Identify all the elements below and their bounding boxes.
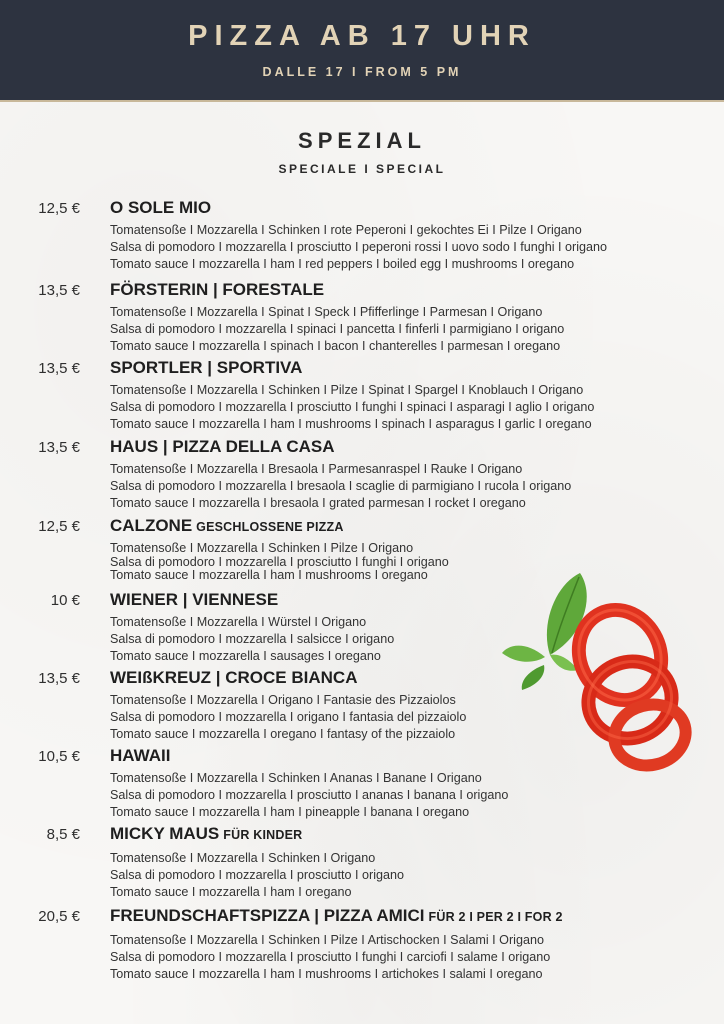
desc-de: Tomatensoße I Mozzarella I Bresaola I Parmesanraspel I Rauke I Origano bbox=[110, 462, 523, 476]
item-price: 10,5 € bbox=[38, 748, 80, 765]
desc-en: Tomato sauce I mozzarella I bresaola I grated parmesan I rocket I oregano bbox=[110, 496, 526, 510]
desc-it: Salsa di pomodoro I mozzarella I prosciutto I peperoni rossi I uovo sodo I funghi I origano bbox=[110, 240, 608, 254]
item-name: MICKY MAUS FÜR KINDER bbox=[110, 824, 303, 843]
item-price: 12,5 € bbox=[38, 200, 80, 217]
item-description bbox=[110, 770, 508, 821]
item-description bbox=[110, 850, 404, 901]
desc-en: Tomato sauce I mozzarella I ham I pineapple I banana I oregano bbox=[110, 805, 470, 819]
item-note: FÜR KINDER bbox=[223, 828, 303, 842]
red-pepper-rings-icon bbox=[564, 596, 692, 773]
item-note: FÜR 2 I PER 2 I FOR 2 bbox=[428, 910, 563, 924]
item-description bbox=[110, 692, 466, 743]
desc-it: Salsa di pomodoro I mozzarella I prosciutto I funghi I carciofi I salame I origano bbox=[110, 950, 551, 964]
desc-it: Salsa di pomodoro I mozzarella I prosciutto I funghi I spinaci I asparagi I aglio I origano bbox=[110, 400, 595, 414]
item-description bbox=[110, 542, 449, 583]
item-description bbox=[110, 304, 564, 355]
desc-de: Tomatensoße I Mozzarella I Schinken I rote Peperoni I gekochtes Ei I Pilze I Origano bbox=[110, 223, 582, 237]
desc-en: Tomato sauce I mozzarella I ham I mushrooms I oregano bbox=[110, 568, 428, 582]
desc-de: Tomatensoße I Mozzarella I Origano I Fantasie des Pizzaiolos bbox=[110, 693, 456, 707]
desc-it: Salsa di pomodoro I mozzarella I prosciutto I funghi I origano bbox=[110, 554, 449, 569]
desc-de: Tomatensoße I Mozzarella I Schinken I Pilze I Artischocken I Salami I Origano bbox=[110, 933, 544, 947]
item-price: 20,5 € bbox=[38, 908, 80, 925]
item-price: 13,5 € bbox=[38, 439, 80, 456]
item-description bbox=[110, 382, 594, 433]
desc-de: Tomatensoße I Mozzarella I Schinken I Pilze I Spinat I Spargel I Knoblauch I Origano bbox=[110, 383, 584, 397]
item-name: HAWAII bbox=[110, 746, 171, 765]
item-price: 13,5 € bbox=[38, 282, 80, 299]
item-description bbox=[110, 614, 394, 665]
desc-en: Tomato sauce I mozzarella I spinach I bacon I chanterelles I parmesan I oregano bbox=[110, 339, 561, 353]
item-description bbox=[110, 461, 571, 512]
item-description bbox=[110, 932, 550, 983]
item-name: CALZONE GESCHLOSSENE PIZZA bbox=[110, 516, 344, 535]
item-price: 13,5 € bbox=[38, 670, 80, 687]
section-subtitle: SPECIALE I SPECIAL bbox=[278, 162, 446, 176]
desc-de: Tomatensoße I Mozzarella I Würstel I Origano bbox=[110, 615, 367, 629]
basil-leaves-icon bbox=[502, 573, 587, 690]
item-name: HAUS | PIZZA DELLA CASA bbox=[110, 437, 335, 456]
desc-en: Tomato sauce I mozzarella I oregano I fantasy of the pizzaiolo bbox=[110, 727, 456, 741]
item-price: 12,5 € bbox=[38, 518, 80, 535]
desc-de: Tomatensoße I Mozzarella I Schinken I Pilze I Origano bbox=[110, 541, 414, 555]
desc-en: Tomato sauce I mozzarella I ham I red peppers I boiled egg I mushrooms I oregano bbox=[110, 257, 575, 271]
section-title: SPEZIAL bbox=[298, 128, 426, 153]
desc-en: Tomato sauce I mozzarella I sausages I oregano bbox=[110, 649, 381, 663]
item-price: 8,5 € bbox=[46, 826, 80, 843]
desc-en: Tomato sauce I mozzarella I ham I oregano bbox=[110, 885, 352, 899]
header-banner bbox=[0, 0, 724, 102]
desc-it: Salsa di pomodoro I mozzarella I origano I fantasia del pizzaiolo bbox=[110, 710, 467, 724]
desc-it: Salsa di pomodoro I mozzarella I bresaola I scaglie di parmigiano I rucola I origano bbox=[110, 479, 572, 493]
desc-it: Salsa di pomodoro I mozzarella I prosciutto I origano bbox=[110, 868, 405, 882]
header-subtitle: DALLE 17 I FROM 5 PM bbox=[262, 65, 462, 79]
item-price: 10 € bbox=[50, 592, 80, 609]
desc-de: Tomatensoße I Mozzarella I Schinken I Origano bbox=[110, 851, 376, 865]
item-name: O SOLE MIO bbox=[110, 198, 212, 217]
desc-de: Tomatensoße I Mozzarella I Spinat I Speck I Pfifferlinge I Parmesan I Origano bbox=[110, 305, 543, 319]
desc-en: Tomato sauce I mozzarella I ham I mushrooms I artichokes I salami I oregano bbox=[110, 967, 543, 981]
item-note: GESCHLOSSENE PIZZA bbox=[196, 520, 344, 534]
desc-it: Salsa di pomodoro I mozzarella I prosciutto I ananas I banana I origano bbox=[110, 788, 509, 802]
desc-en: Tomato sauce I mozzarella I ham I mushrooms I spinach I asparagus I garlic I oregano bbox=[110, 417, 592, 431]
item-name: SPORTLER | SPORTIVA bbox=[110, 358, 303, 377]
header-title: PIZZA AB 17 UHR bbox=[188, 20, 536, 52]
item-description bbox=[110, 222, 607, 273]
item-name: FÖRSTERIN | FORESTALE bbox=[110, 280, 325, 299]
item-name: WEIßKREUZ | CROCE BIANCA bbox=[110, 668, 358, 687]
desc-it: Salsa di pomodoro I mozzarella I spinaci I pancetta I finferli I parmigiano I origano bbox=[110, 322, 565, 336]
item-name: WIENER | VIENNESE bbox=[110, 590, 279, 609]
desc-it: Salsa di pomodoro I mozzarella I salsicce I origano bbox=[110, 632, 395, 646]
item-name: FREUNDSCHAFTSPIZZA | PIZZA AMICI FÜR 2 I PER 2 I FOR 2 bbox=[110, 906, 563, 925]
pepper-basil-illustration bbox=[500, 565, 700, 780]
item-price: 13,5 € bbox=[38, 360, 80, 377]
desc-de: Tomatensoße I Mozzarella I Schinken I Ananas I Banane I Origano bbox=[110, 771, 482, 785]
